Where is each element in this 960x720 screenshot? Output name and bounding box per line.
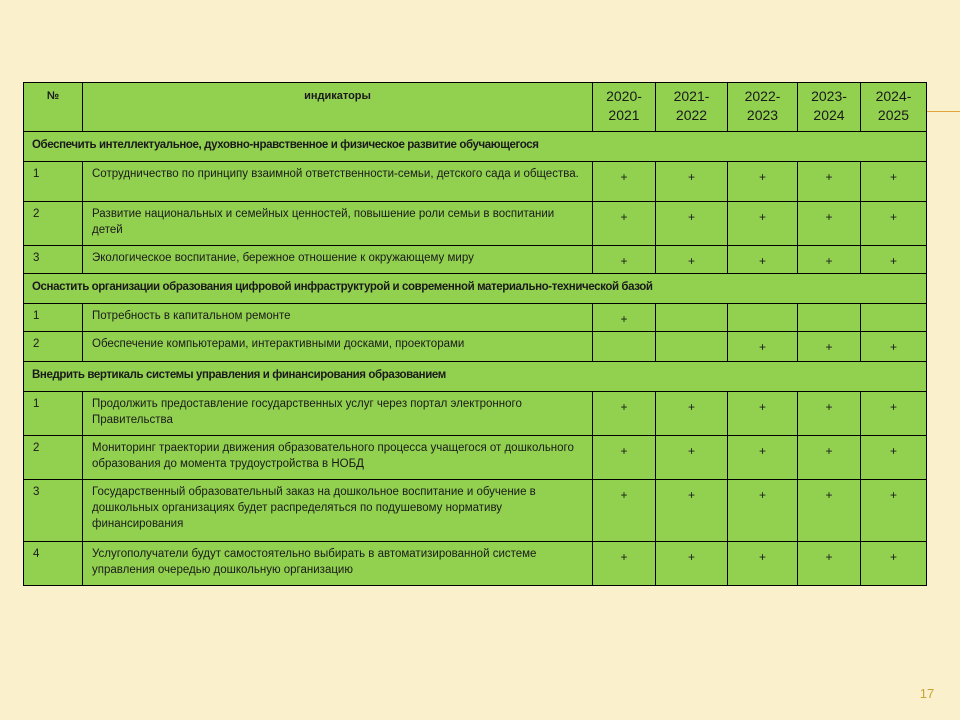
header-year: 2021- 2022 — [656, 83, 728, 132]
table-row — [24, 246, 927, 274]
year-mark: + — [728, 246, 798, 274]
indicator-text: Продолжить предоставление государственных услуг через портал электронного Правительства — [83, 392, 593, 436]
table-row — [24, 304, 927, 332]
section-title: Обеспечить интеллектуальное, духовно-нравственное и физическое развитие обучающегося — [24, 132, 927, 162]
table-row — [24, 332, 927, 362]
row-number: 1 — [24, 304, 83, 332]
year-mark: + — [861, 436, 927, 480]
section-title: Оснастить организации образования цифровой инфраструктурой и современной материально-технической базой — [24, 274, 927, 304]
year-mark: + — [593, 436, 656, 480]
indicator-text: Услугополучатели будут самостоятельно выбирать в автоматизированной системе управления очередью дошкольную организацию — [83, 542, 593, 586]
row-number: 2 — [24, 202, 83, 246]
row-number: 3 — [24, 480, 83, 542]
year-mark: + — [656, 436, 728, 480]
year-mark: + — [798, 542, 861, 586]
header-year: 2022- 2023 — [728, 83, 798, 132]
year-mark: + — [798, 202, 861, 246]
year-mark: + — [861, 392, 927, 436]
year-mark: + — [728, 332, 798, 362]
indicator-text: Сотрудничество по принципу взаимной ответственности-семьи, детского сада и общества. — [83, 162, 593, 202]
year-mark: + — [593, 392, 656, 436]
year-mark: + — [728, 202, 798, 246]
year-mark: + — [861, 162, 927, 202]
year-mark: + — [656, 202, 728, 246]
row-number: 3 — [24, 246, 83, 274]
indicator-text: Обеспечение компьютерами, интерактивными досками, проекторами — [83, 332, 593, 362]
year-mark — [593, 332, 656, 362]
section-row — [24, 274, 927, 304]
header-year: 2020- 2021 — [593, 83, 656, 132]
row-number: 1 — [24, 392, 83, 436]
table-row — [24, 162, 927, 202]
section-row — [24, 362, 927, 392]
year-mark: + — [861, 332, 927, 362]
table-row — [24, 436, 927, 480]
year-mark: + — [728, 392, 798, 436]
year-mark: + — [728, 480, 798, 542]
year-mark: + — [798, 436, 861, 480]
table-row — [24, 392, 927, 436]
indicators-table — [23, 82, 927, 586]
year-mark: + — [861, 542, 927, 586]
year-mark: + — [728, 162, 798, 202]
indicator-text: Потребность в капитальном ремонте — [83, 304, 593, 332]
year-mark: + — [656, 162, 728, 202]
year-mark: + — [861, 480, 927, 542]
year-mark: + — [861, 246, 927, 274]
table-row — [24, 202, 927, 246]
header-year: 2024- 2025 — [861, 83, 927, 132]
header-year: 2023- 2024 — [798, 83, 861, 132]
year-mark: + — [593, 480, 656, 542]
section-row — [24, 132, 927, 162]
year-mark: + — [728, 542, 798, 586]
year-mark: + — [861, 202, 927, 246]
year-mark — [798, 304, 861, 332]
year-mark: + — [798, 332, 861, 362]
section-title: Внедрить вертикаль системы управления и финансирования образованием — [24, 362, 927, 392]
indicator-text: Экологическое воспитание, бережное отношение к окружающему миру — [83, 246, 593, 274]
year-mark — [861, 304, 927, 332]
table-row — [24, 480, 927, 542]
page-number: 17 — [919, 686, 935, 701]
decorative-line — [926, 111, 960, 112]
year-mark: + — [798, 480, 861, 542]
row-number: 2 — [24, 436, 83, 480]
year-mark: + — [656, 392, 728, 436]
year-mark: + — [593, 542, 656, 586]
year-mark: + — [593, 304, 656, 332]
year-mark: + — [728, 436, 798, 480]
header-indicators: индикаторы — [83, 83, 593, 132]
year-mark: + — [656, 246, 728, 274]
indicators-table-container — [23, 82, 926, 586]
header-num: № — [24, 83, 83, 132]
table-row — [24, 542, 927, 586]
year-mark: + — [593, 202, 656, 246]
year-mark — [656, 304, 728, 332]
header-row — [24, 83, 927, 132]
indicator-text: Развитие национальных и семейных ценностей, повышение роли семьи в воспитании детей — [83, 202, 593, 246]
table-body — [24, 132, 927, 586]
year-mark: + — [656, 480, 728, 542]
year-mark — [728, 304, 798, 332]
year-mark: + — [798, 392, 861, 436]
indicator-text: Государственный образовательный заказ на дошкольное воспитание и обучение в дошкольных организациях будет распределяться по подушевому нормативу финансирования — [83, 480, 593, 542]
year-mark: + — [798, 162, 861, 202]
year-mark — [656, 332, 728, 362]
year-mark: + — [593, 246, 656, 274]
row-number: 1 — [24, 162, 83, 202]
year-mark: + — [593, 162, 656, 202]
year-mark: + — [798, 246, 861, 274]
row-number: 2 — [24, 332, 83, 362]
row-number: 4 — [24, 542, 83, 586]
indicator-text: Мониторинг траектории движения образовательного процесса учащегося от дошкольного образования до момента трудоустройства в НОБД — [83, 436, 593, 480]
year-mark: + — [656, 542, 728, 586]
